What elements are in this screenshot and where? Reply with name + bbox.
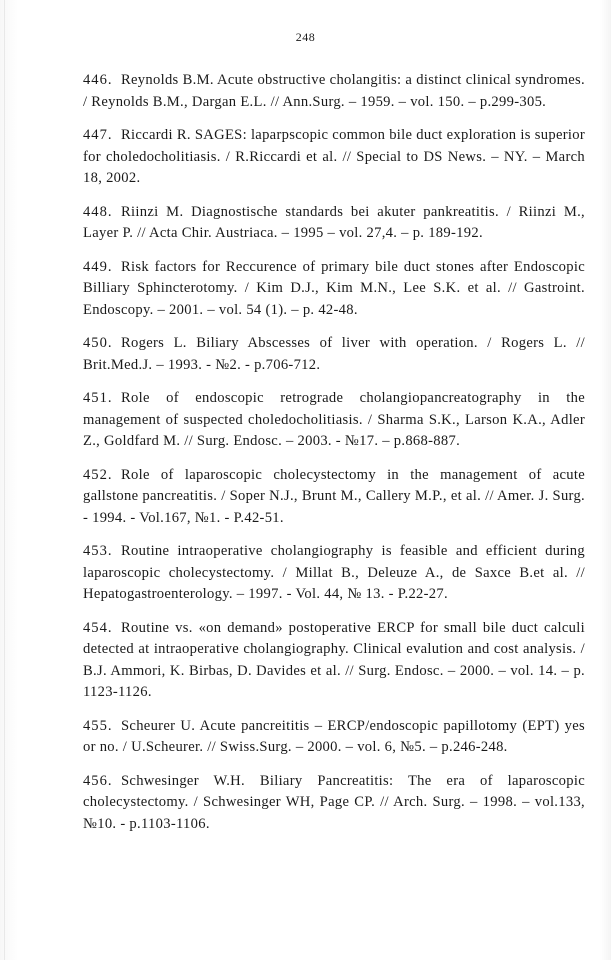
reference-list bbox=[83, 70, 585, 847]
reference-text: Routine intraoperative cholangiography is feasible and efficient during laparoscopic cholecystectomy. / Millat B., Deleuze A., de Saxce B.et al. // Hepatogastroenterology. – 1997. - Vol. 44, № 13. - P.22-27. bbox=[83, 543, 585, 602]
reference-item bbox=[83, 465, 585, 530]
reference-number: 450. bbox=[83, 335, 113, 351]
reference-text: Riccardi R. SAGES: laparpscopic common bile duct exploration is superior for choledocholitiasis. / R.Riccardi et al. // Special to DS News. – NY. – March 18, 2002. bbox=[83, 127, 585, 186]
reference-item bbox=[83, 771, 585, 836]
reference-number: 448. bbox=[83, 203, 113, 220]
reference-number: 451. bbox=[83, 390, 113, 406]
reference-item bbox=[83, 716, 585, 759]
reference-text: Riinzi M. Diagnostische standards bei akuter pankreatitis. / Riinzi M., Layer P. // Acta Chir. Austriaca. – 1995 – vol. 27,4. – p. 189-192. bbox=[83, 203, 585, 241]
page-number: 248 bbox=[295, 30, 316, 44]
reference-number: 449. bbox=[83, 258, 113, 275]
reference-text: Role of laparoscopic cholecystectomy in the management of acute gallstone pancreatitis. / Soper N.J., Brunt M., Callery M.P., et al. // Amer. J. Surg. - 1994. - Vol.167, №1. - P.42-51. bbox=[83, 466, 585, 526]
reference-number: 446. bbox=[83, 72, 113, 88]
reference-number: 455. bbox=[83, 717, 113, 734]
reference-number: 453. bbox=[83, 543, 113, 559]
reference-number: 447. bbox=[83, 127, 113, 143]
reference-item bbox=[83, 257, 585, 322]
page-edge-shadow bbox=[4, 0, 5, 960]
reference-text: Rogers L. Biliary Abscesses of liver with operation. / Rogers L. // Brit.Med.J. – 1993. - №2. - p.706-712. bbox=[83, 335, 585, 373]
reference-number: 456. bbox=[83, 772, 113, 789]
reference-item bbox=[83, 388, 585, 453]
reference-item bbox=[83, 70, 585, 113]
reference-text: Reynolds B.M. Acute obstructive cholangitis: a distinct clinical syndromes. / Reynolds B.M., Dargan E.L. // Ann.Surg. – 1959. – vol. 150. – p.299-305. bbox=[83, 72, 585, 110]
reference-text: Role of endoscopic retrograde cholangiopancreatography in the management of suspected choledocholitiasis. / Sharma S.K., Larson K.A., Adler Z., Goldfard M. // Surg. Endosc. – 2003. - №17. – p.868-887. bbox=[83, 390, 585, 449]
reference-text: Scheurer U. Acute pancreititis – ERCP/endoscopic papillotomy (EPT) yes or no. / U.Scheurer. // Swiss.Surg. – 2000. – vol. 6, №5. – p.246-248. bbox=[83, 717, 585, 755]
reference-item bbox=[83, 125, 585, 190]
reference-item bbox=[83, 541, 585, 606]
reference-text: Risk factors for Reccurence of primary bile duct stones after Endoscopic Billiary Sphincterotomy. / Kim D.J., Kim M.N., Lee S.K. et al. // Gastroint. Endoscopy. – 2001. – vol. 54 (1). – p. 42-48. bbox=[83, 258, 585, 318]
reference-number: 452. bbox=[83, 466, 113, 483]
reference-number: 454. bbox=[83, 619, 113, 636]
reference-item bbox=[83, 618, 585, 704]
reference-text: Routine vs. «on demand» postoperative ERCP for small bile duct calculi detected at intraoperative cholangiography. Clinical evalution and cost analysis. / B.J. Ammori, K. Birbas, D. Davides et al. // Surg. Endosc. – 2000. – vol. 14. – p. 1123-1126. bbox=[83, 619, 585, 700]
reference-text: Schwesinger W.H. Biliary Pancreatitis: The era of laparoscopic cholecystectomy. / Schwesinger WH, Page CP. // Arch. Surg. – 1998. – vol.133, №10. - p.1103-1106. bbox=[83, 772, 585, 832]
reference-item bbox=[83, 333, 585, 376]
reference-item bbox=[83, 202, 585, 245]
